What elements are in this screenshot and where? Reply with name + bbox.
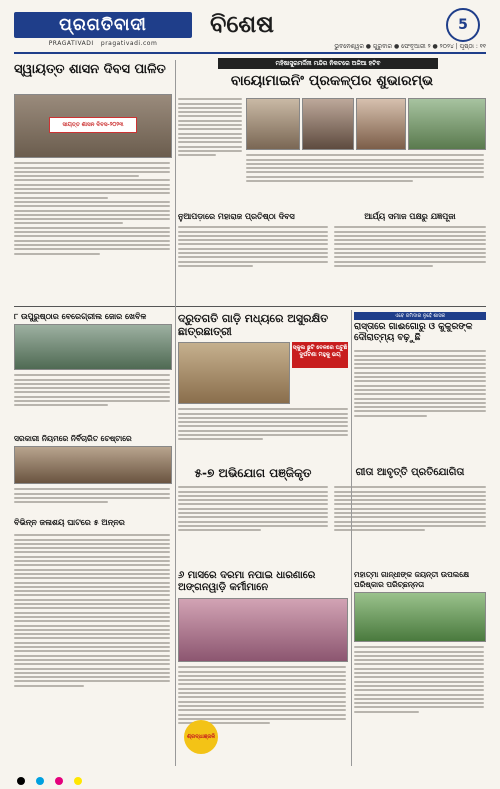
story-6-callout: ସ୍କୁଲ ଛୁଟି ବେଳରେ ଘଟୁଛି ଦୁର୍ଘଟଣା ମହୁକୁ ଭୟ xyxy=(292,342,348,368)
story-2-photo-2 xyxy=(302,98,354,150)
story-7[interactable] xyxy=(354,312,486,462)
anniversary-seal-icon: 5 xyxy=(446,8,480,42)
story-7-kicker: ଏବେ ଜମିଦାର ନୁହେଁ ଶାସକ xyxy=(354,312,486,320)
story-2-headline[interactable]: ବାୟୋମାଇନିଂ ପ୍ରକଳ୍ପର ଶୁଭାରମ୍ଭ xyxy=(230,73,434,89)
story-12[interactable] xyxy=(178,570,348,766)
story-2-photo-3 xyxy=(356,98,406,150)
logo-subtitle: PRAGATIVADI pragativadi.com xyxy=(48,40,158,47)
story-4[interactable] xyxy=(334,212,486,302)
story-2-kicker: ମହିଷାସୁରମର୍ଦ୍ଦିନୀ ମନ୍ଦିର ନିକଟରେ ଅଳିଆ ହଟିବ xyxy=(218,58,438,69)
story-12-headline[interactable]: ୬ ମାସରେ ଦରମା ନପାଇ ଧାରଣାରେ ଅଙ୍ଗନୱାଡ଼ି କର୍ମୀମାନେ xyxy=(178,570,316,593)
story-6-headline[interactable]: ଦ୍ରୁତଗତି ଗାଡ଼ି ମଧ୍ୟରେ ଅସୁରକ୍ଷିତ ଛାତ୍ରଛାତ୍ରୀ xyxy=(178,312,329,338)
section-title: ବିଶେଷ xyxy=(210,10,274,38)
registration-mark-icon xyxy=(36,777,44,785)
story-7-headline[interactable]: ରାସ୍ତାରେ ଗାଈଗୋରୁ ଓ କୁକୁରଙ୍କ ଦୌରାତ୍ମ୍ୟ ବଢ଼ୁଛି xyxy=(354,322,473,343)
story-1-photo xyxy=(14,94,172,158)
story-3-body xyxy=(178,224,328,300)
column-divider-2 xyxy=(351,310,352,766)
story-1-headline[interactable]: ସ୍ୱାୟତ୍ତ ଶାସନ ଦିବସ ପାଳିତ xyxy=(14,62,166,77)
story-5-body xyxy=(14,372,170,428)
story-2-body-right xyxy=(246,152,484,206)
story-8-headline[interactable]: ସରକାରୀ ନିୟମରେ ନିର୍ବିଚାରିତ ଚେଷ୍ଟାରେ xyxy=(14,434,132,443)
story-1-banner: ସାୟତ୍ତ ଶାସନ ଦିବସ-୨୦୨୩ xyxy=(49,117,137,133)
story-5[interactable] xyxy=(14,312,172,430)
story-7-body xyxy=(354,348,486,460)
section-divider xyxy=(14,306,486,307)
story-5-headline[interactable]: ୮ ଉପୁରୁଷ୍ଠାର ବେରେଗ୍ରୀଲ ଜୋର ଖେବିଳ xyxy=(14,312,147,321)
registration-mark-icon xyxy=(17,777,25,785)
story-13[interactable] xyxy=(354,570,486,766)
story-12-photo xyxy=(178,598,348,662)
story-6-photo xyxy=(178,342,290,404)
story-13-headline[interactable]: ମହାତ୍ମା ଗାନ୍ଧୀଙ୍କ ଜୟନ୍ତୀ ଉପଲକ୍ଷେ ପରିଷ୍କାର ପରିଚ୍ଛନ୍ନତା xyxy=(354,570,470,589)
story-11[interactable] xyxy=(14,518,172,766)
story-4-headline[interactable]: ଆର୍ଯ୍ୟ ସମାଜ ପକ୍ଷରୁ ଯଜ୍ଞପୂଜା xyxy=(364,212,456,221)
newspaper-logo[interactable]: ପ୍ରଗତିବାଦୀ xyxy=(14,12,192,38)
story-2-body-left xyxy=(178,96,242,206)
story-9[interactable] xyxy=(178,466,328,566)
story-1[interactable] xyxy=(14,62,172,302)
story-8[interactable] xyxy=(14,434,172,514)
column-divider-1 xyxy=(175,60,176,766)
story-10-headline[interactable]: ଗୀତା ଆବୃତ୍ତି ପ୍ରତିଯୋଗିତା xyxy=(355,467,465,478)
story-2[interactable] xyxy=(178,58,486,208)
story-11-headline[interactable]: ବିଭିନ୍ନ ଜଳାଶୟ ଘାଟରେ ୫ ଅନ୍ନର xyxy=(14,518,125,527)
story-9-body xyxy=(178,484,328,564)
story-14-tag-badge: ଶ୍ରଦ୍ଧାଞ୍ଜଳି xyxy=(184,720,218,754)
story-10[interactable] xyxy=(334,466,486,566)
story-8-photo xyxy=(14,446,172,484)
story-2-photo-1 xyxy=(246,98,300,150)
story-11-body xyxy=(14,532,170,764)
registration-mark-icon xyxy=(74,777,82,785)
story-8-body xyxy=(14,486,170,512)
story-9-headline[interactable]: ୫-୭ ଅଭିଯୋଗ ପଞ୍ଜିକୃତ xyxy=(194,466,312,480)
story-3-headline[interactable]: ନୁଆପଡ଼ାରେ ମହାରାଜ ପ୍ରତିଷ୍ଠା ଦିବସ xyxy=(178,212,295,221)
story-6[interactable] xyxy=(178,312,348,462)
story-1-body xyxy=(14,160,170,300)
dateline: ଭୁବନେଶ୍ୱର ● ଗୁରୁବାର ● ଫେବୃଆରୀ ୨ ● ୨୦୨୪ | ପୃଷ୍ଠା : ୧୧ xyxy=(334,43,486,50)
story-13-photo xyxy=(354,592,486,642)
story-6-body xyxy=(178,406,348,460)
story-3[interactable] xyxy=(178,212,328,302)
story-10-body xyxy=(334,484,486,564)
story-13-body xyxy=(354,644,484,764)
registration-mark-icon xyxy=(55,777,63,785)
header-rule xyxy=(14,52,486,54)
story-2-photo-4 xyxy=(408,98,486,150)
story-5-photo xyxy=(14,324,172,370)
print-registration-strip xyxy=(14,770,486,784)
story-4-body xyxy=(334,224,486,300)
